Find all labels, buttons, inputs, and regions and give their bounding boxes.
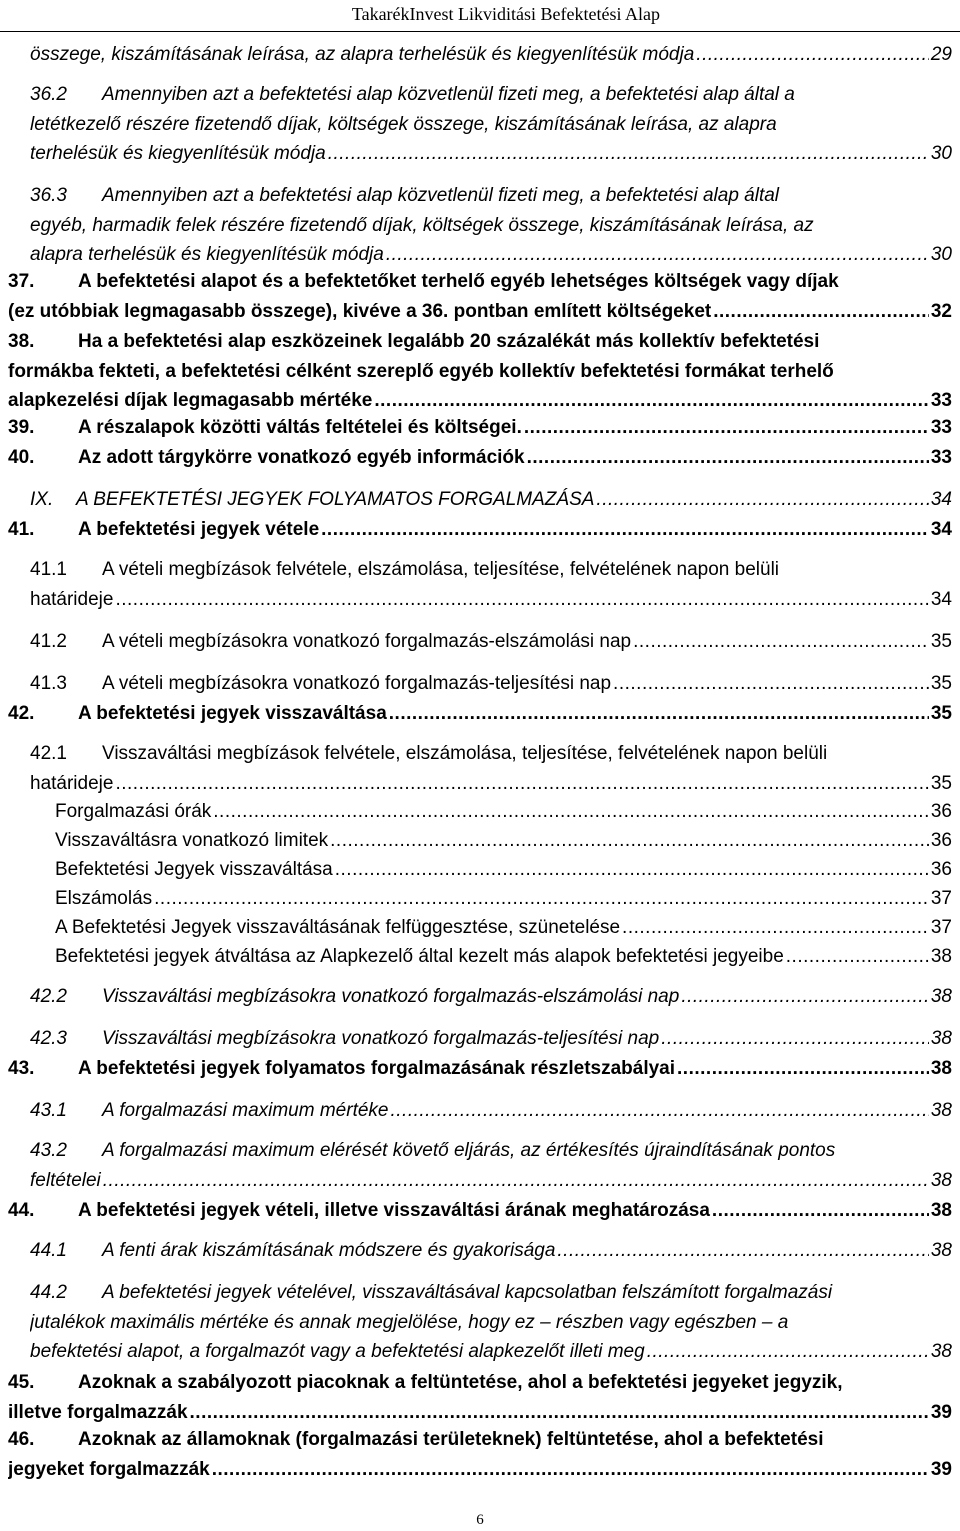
header-title: TakarékInvest Likviditási Befektetési Alap [351,4,660,24]
toc-text: A vételi megbízások felvétele, elszámolása, teljesítése, felvételének napon belüli [102,559,780,580]
dot-leader [613,669,929,699]
dot-leader [661,1024,929,1054]
toc-line [30,1024,952,1054]
toc-text: A forgalmazási maximum elérését követő eljárás, az értékesítés újraindításának pontos [102,1140,836,1161]
dot-leader [154,884,929,914]
toc-page-number: 37 [930,888,952,909]
toc-number: 42.2 [30,986,67,1007]
dot-leader [712,1196,929,1226]
toc-number: 41.1 [30,559,67,580]
toc-text: A befektetési alapot és a befektetőket terhelő egyéb lehetséges költségek vagy díjak [78,271,839,292]
dot-leader [115,769,928,799]
dot-leader [103,1166,929,1196]
toc-number: 44.2 [30,1282,67,1303]
toc-page-number: 38 [930,946,952,967]
toc-page-number: 34 [930,519,952,540]
toc-text: Forgalmazási órák [55,801,212,822]
toc-page-number: 38 [930,1240,952,1261]
toc-line [30,240,952,270]
toc-number: 41.2 [30,631,67,652]
toc-line [55,884,952,914]
toc-text: terhelésük és kiegyenlítésük módja [30,143,326,164]
dot-leader [389,699,929,729]
toc-page-number: 36 [930,859,952,880]
toc-number: 42.1 [30,743,67,764]
toc-number: 43. [8,1058,35,1079]
toc-page-number: 38 [930,1200,952,1221]
toc-text: A befektetési jegyek vételével, visszaváltásával kapcsolatban felszámított forgalmazási [102,1282,833,1303]
toc-text: feltételei [30,1169,101,1191]
toc-text: Elszámolás [55,888,153,909]
dot-leader [681,982,929,1012]
toc-page-number: 37 [930,917,952,938]
dot-leader [374,386,929,416]
toc-text: alapkezelési díjak legmagasabb mértéke [8,390,373,411]
toc-line [8,1368,952,1398]
toc-text: Visszaváltási megbízások felvétele, elszámolása, teljesítése, felvételének napon belüli [102,743,828,764]
toc-text: A forgalmazási maximum mértéke [102,1100,389,1121]
dot-leader [213,797,929,827]
toc-line [30,739,952,769]
toc-line [30,110,952,140]
toc-text: A BEFEKTETÉSI JEGYEK FOLYAMATOS FORGALMAZÁSA [76,489,595,510]
toc-page-number: 38 [930,1028,952,1049]
toc-line [8,1455,952,1485]
toc-text: A fenti árak kiszámításának módszere és gyakorisága [102,1240,556,1261]
toc-text: (ez utóbbiak legmagasabb összege), kivéve a 36. pontban említett költségeket [8,300,712,322]
toc-line [8,357,952,387]
toc-text: Visszaváltásra vonatkozó limitek [55,830,329,851]
toc-page-number: 38 [930,1341,952,1362]
toc-line [30,1236,952,1266]
toc-text: Amennyiben azt a befektetési alap közvetlenül fizeti meg, a befektetési alap által a [102,84,795,105]
toc-page-number: 34 [930,489,952,510]
toc-line [55,797,952,827]
dot-leader [786,942,929,972]
toc-page-number: 35 [930,673,952,694]
toc-line [8,1425,952,1455]
toc-line [55,855,952,885]
toc-text: jutalékok maximális mértéke és annak megjelölése, hogy ez – részben vagy egészben – a [30,1311,789,1333]
toc-text: Azoknak az államoknak (forgalmazási területeknek) feltüntetése, ahol a befektetési [78,1429,824,1450]
toc-page-number: 38 [930,1058,952,1079]
toc-line [30,139,952,169]
toc-text: jegyeket forgalmazzák [8,1458,210,1480]
toc-line [8,515,952,545]
toc-number: 38. [8,331,35,352]
toc-line [30,40,952,70]
toc-number: 43.2 [30,1140,67,1161]
toc-text: A vételi megbízásokra vonatkozó forgalmazás-elszámolási nap [102,631,632,652]
toc-text: A Befektetési Jegyek visszaváltásának felfüggesztése, szünetelése [55,917,621,938]
dot-leader [321,515,929,545]
dot-leader [557,1236,928,1266]
toc-line [55,826,952,856]
toc-text: A vételi megbízásokra vonatkozó forgalmazás-teljesítési nap [102,673,612,694]
toc-number: 37. [8,271,35,292]
dot-leader [190,1398,929,1428]
toc-page-number: 38 [930,1100,952,1121]
toc-line [8,443,952,473]
toc-text: illetve forgalmazzák [8,1401,188,1423]
toc-text: Visszaváltási megbízásokra vonatkozó forgalmazás-teljesítési nap [102,1028,660,1049]
dot-leader [633,627,929,657]
toc-line [30,1337,952,1367]
dot-leader [115,585,928,615]
toc-line [30,181,952,211]
toc-text: Ha a befektetési alap eszközeinek legalább 20 százalékát más kollektív befektetési [78,331,820,352]
toc-line [8,699,952,729]
dot-leader [524,413,929,443]
toc-line [8,327,952,357]
dot-leader [647,1337,929,1367]
toc-text: A befektetési jegyek folyamatos forgalmazásának részletszabályai [78,1058,676,1079]
dot-leader [328,139,929,169]
toc-text: befektetési alapot, a forgalmazót vagy a befektetési alapkezelőt illeti meg [30,1341,645,1362]
toc-text: letétkezelő részére fizetendő díjak, költségek összege, kiszámításának leírása, az alapra [30,113,777,135]
dot-leader [622,913,929,943]
page-header [0,0,960,32]
toc-page-number: 30 [930,143,952,164]
toc-number: 46. [8,1429,35,1450]
toc-number: 45. [8,1372,35,1393]
dot-leader [390,1096,928,1126]
dot-leader [527,443,929,473]
toc-text: Befektetési jegyek átváltása az Alapkezelő által kezelt más alapok befektetési jegyeibe [55,946,784,967]
toc-line [30,1166,952,1196]
toc-page-number: 36 [930,801,952,822]
toc-number: 41. [8,519,35,540]
toc-line [30,585,952,615]
toc-page-number: 33 [930,390,952,411]
toc-text: határideje [30,772,114,794]
toc-page-number: 39 [930,1401,952,1423]
toc-line [30,669,952,699]
toc-page-number: 36 [930,830,952,851]
toc-text: határideje [30,588,114,610]
dot-leader [696,40,929,70]
toc-page-number: 34 [930,588,952,610]
toc-line [30,211,952,241]
toc-number: 36.2 [30,84,67,105]
toc-text: Befektetési Jegyek visszaváltása [55,859,333,880]
page-number: 6 [476,1512,484,1528]
toc-text: Azoknak a szabályozott piacoknak a feltüntetése, ahol a befektetési jegyeket jegyzik, [78,1372,843,1393]
toc-line [55,913,952,943]
toc-line [30,1308,952,1338]
toc-text: A befektetési jegyek vétele [78,519,320,540]
toc-page-number: 39 [930,1458,952,1480]
toc-number: 36.3 [30,185,67,206]
toc-page-number: 38 [930,986,952,1007]
dot-leader [713,297,929,327]
toc-line [8,267,952,297]
toc-text: alapra terhelésük és kiegyenlítésük módja [30,244,384,265]
toc-page-number: 35 [930,631,952,652]
toc-number: 42. [8,703,35,724]
toc-text: egyéb, harmadik felek részére fizetendő díjak, költségek összege, kiszámításának leírása, az [30,214,814,236]
toc-number: 43.1 [30,1100,67,1121]
toc-line [8,297,952,327]
toc-page-number: 33 [930,447,952,468]
dot-leader [330,826,929,856]
toc-line [8,413,952,443]
toc-page-number: 33 [930,417,952,438]
toc-text: Amennyiben azt a befektetési alap közvetlenül fizeti meg, a befektetési alap által [102,185,780,206]
toc-line [30,485,952,515]
toc-page-number: 32 [930,300,952,322]
toc-number: 40. [8,447,35,468]
toc-page-number: 38 [930,1169,952,1191]
toc-line [30,769,952,799]
toc-number: 44.1 [30,1240,67,1261]
toc-text: A befektetési jegyek vételi, illetve visszaváltási árának meghatározása [78,1200,710,1221]
dot-leader [596,485,928,515]
toc-number: 42.3 [30,1028,67,1049]
toc-text: formákba fekteti, a befektetési célként szereplő egyéb kollektív befektetési formákat terhelő [8,360,834,382]
toc-number: 41.3 [30,673,67,694]
toc-line [55,942,952,972]
toc-page-number: 29 [930,44,952,65]
toc-line [30,1096,952,1126]
dot-leader [212,1455,929,1485]
toc-text: A részalapok közötti váltás feltételei és költségei. [78,417,522,438]
toc-text: Visszaváltási megbízásokra vonatkozó forgalmazás-elszámolási nap [102,986,680,1007]
toc-line [8,386,952,416]
dot-leader [386,240,929,270]
toc-line [30,1278,952,1308]
toc-text: Az adott tárgykörre vonatkozó egyéb információk [78,447,525,468]
toc-line [30,627,952,657]
toc-number: IX. [30,489,54,510]
toc-number: 39. [8,417,35,438]
toc-page-number: 35 [930,772,952,794]
dot-leader [335,855,929,885]
toc-page-number: 30 [930,244,952,265]
toc-line [8,1398,952,1428]
toc-number: 44. [8,1200,35,1221]
toc-text: A befektetési jegyek visszaváltása [78,703,387,724]
toc-line [30,555,952,585]
toc-line [30,1136,952,1166]
toc-page-number: 35 [930,703,952,724]
toc-line [8,1054,952,1084]
toc-line [30,982,952,1012]
toc-text: összege, kiszámításának leírása, az alapra terhelésük és kiegyenlítésük módja [30,44,695,65]
toc-line [8,1196,952,1226]
dot-leader [677,1054,929,1084]
toc-line [30,80,952,110]
